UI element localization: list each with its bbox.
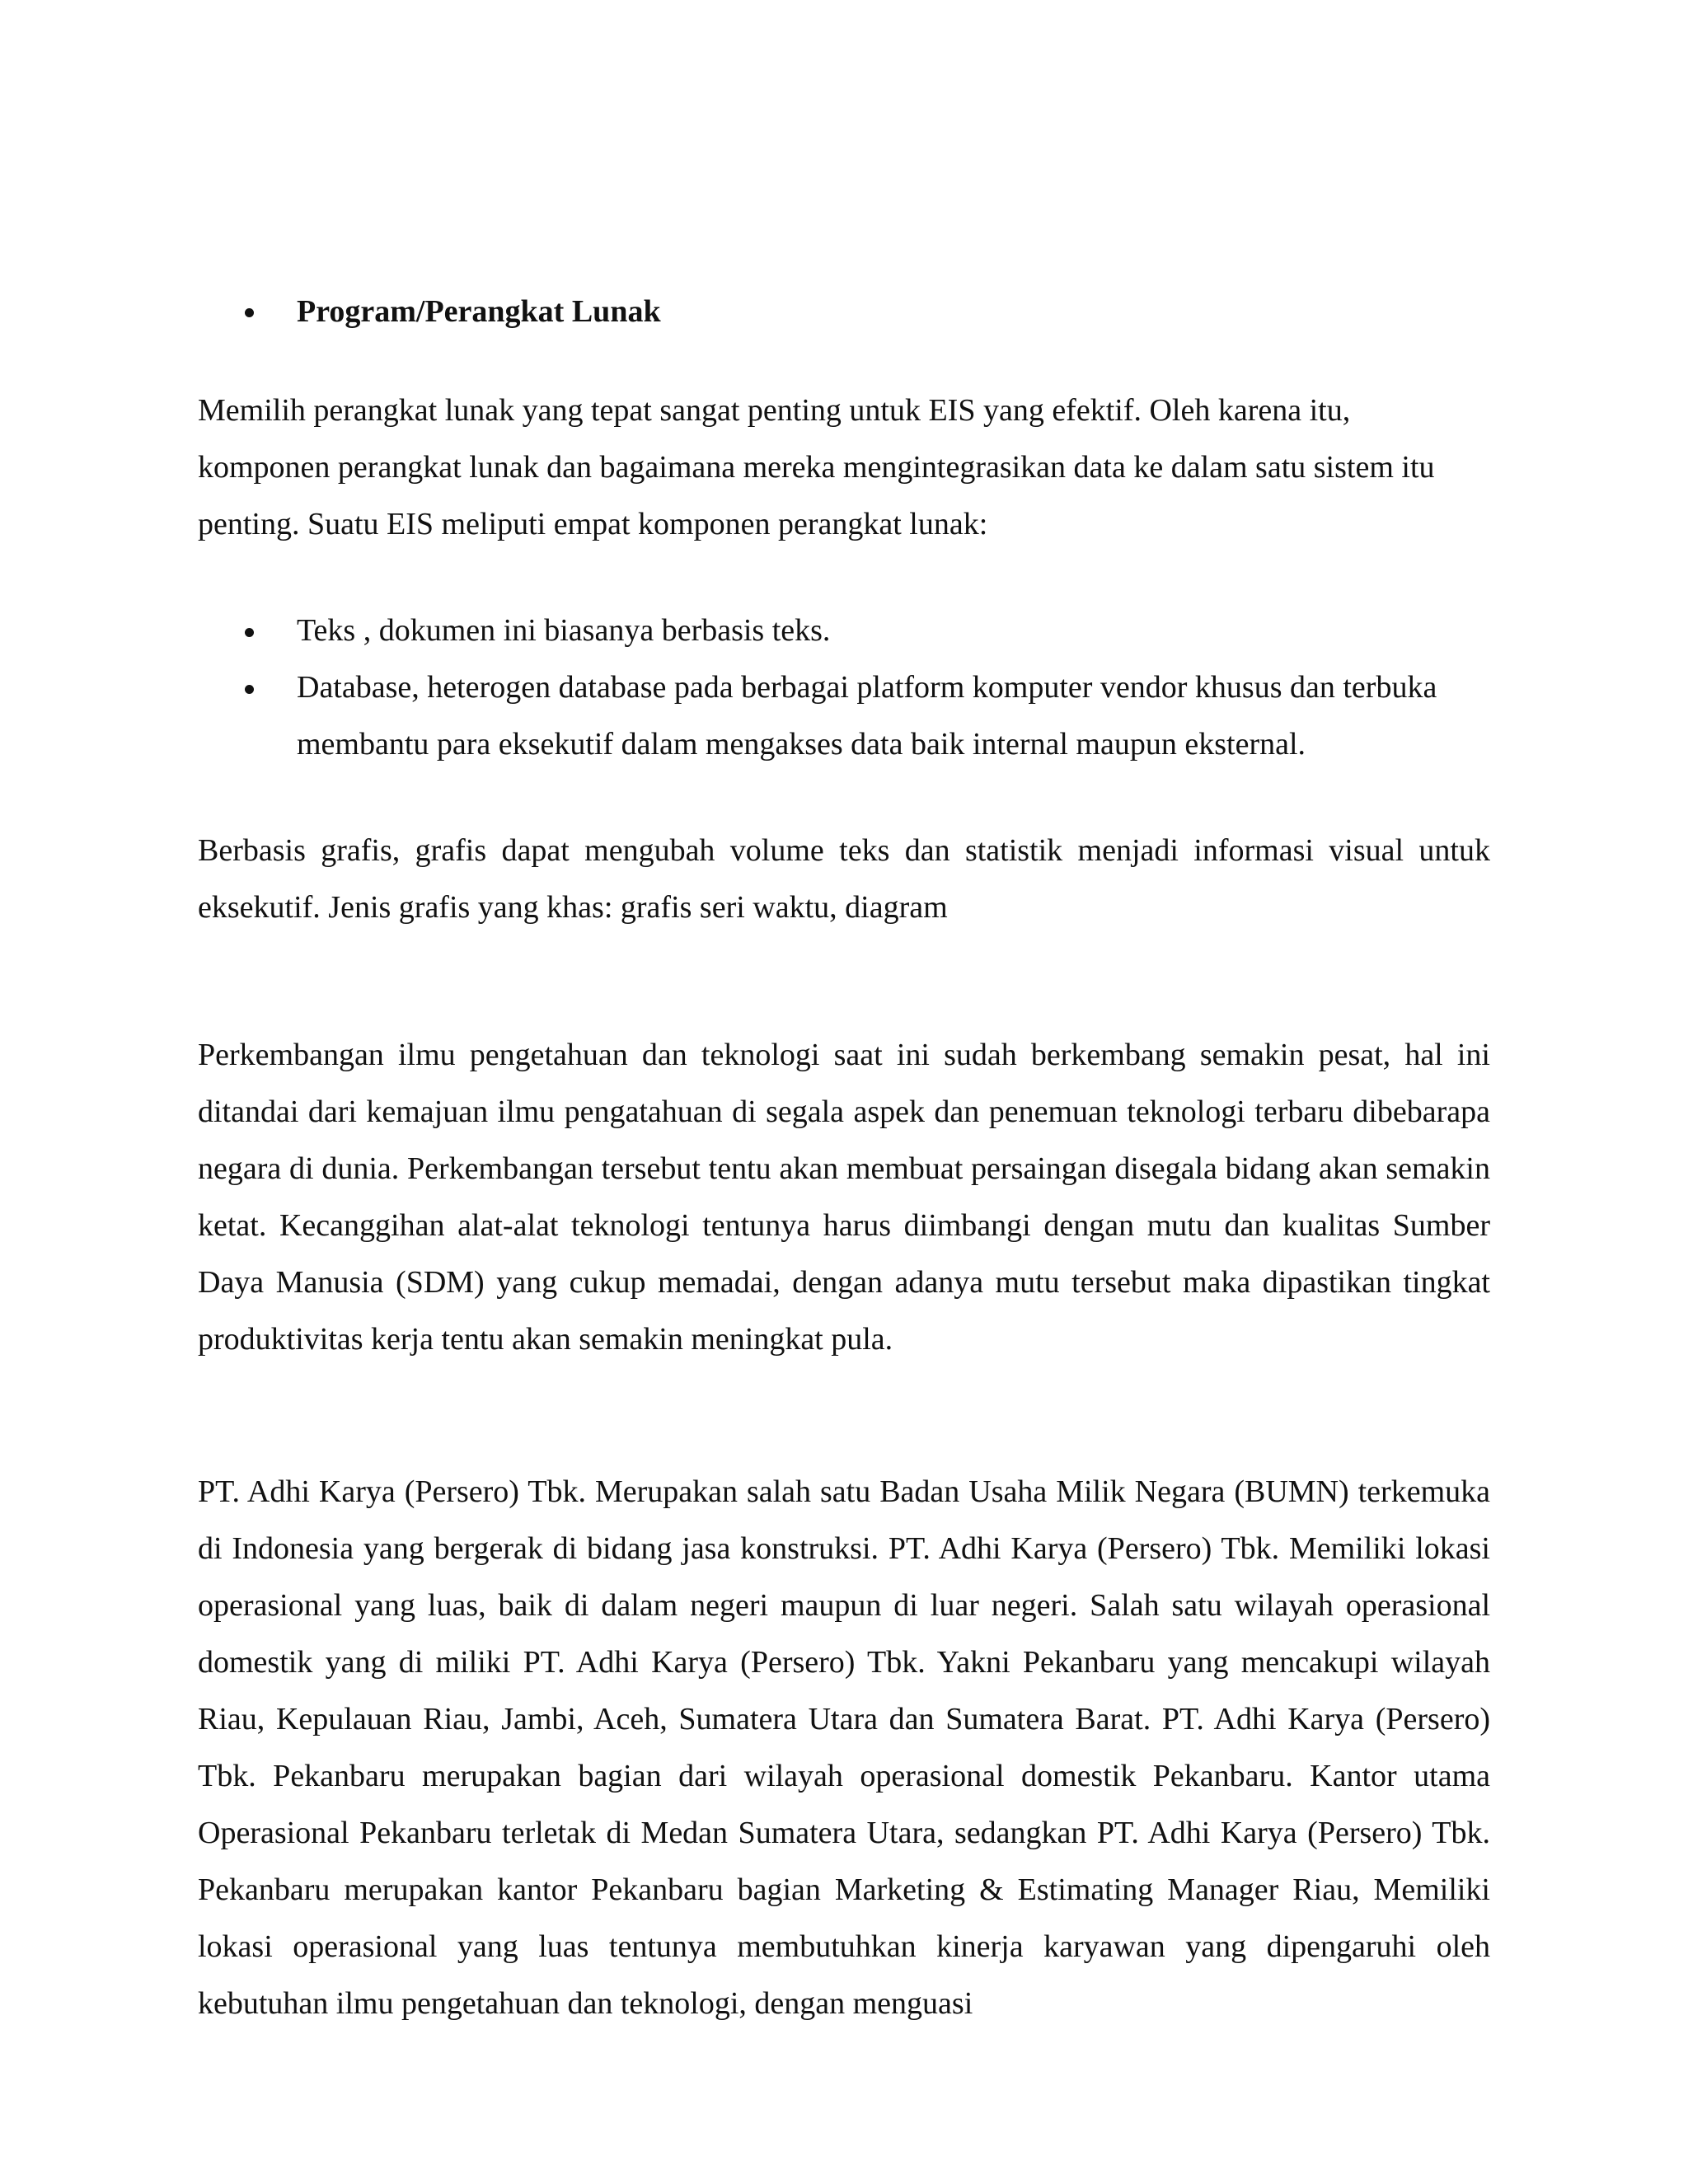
software-component-list [198, 602, 1490, 773]
section-heading-text: Program/Perangkat Lunak [297, 294, 661, 329]
list-item-text: Database, heterogen database pada berbagai platform komputer vendor khusus dan terbuka membantu para eksekutif dalam mengakses data baik internal maupun eksternal. [297, 670, 1437, 762]
graphics-paragraph: Berbasis grafis, grafis dapat mengubah volume teks dan statistik menjadi informasi visual untuk eksekutif. Jenis grafis yang khas: grafis seri waktu, diagram [198, 833, 1490, 925]
list-item-text: Teks , dokumen ini biasanya berbasis teks. [297, 613, 831, 648]
bullet-icon [245, 685, 254, 694]
list-item [198, 659, 1490, 773]
intro-paragraph: Memilih perangkat lunak yang tepat sangat penting untuk EIS yang efektif. Oleh karena itu, komponen perangkat lunak dan bagaimana mereka mengintegrasikan data ke dalam satu sistem itu penting. Suatu EIS meliputi empat komponen perangkat lunak: [198, 393, 1435, 541]
section-heading [198, 290, 1490, 333]
development-paragraph: Perkembangan ilmu pengetahuan dan teknologi saat ini sudah berkembang semakin pesat, hal ini ditandai dari kemajuan ilmu pengatahuan di segala aspek dan penemuan teknologi terbaru dibebarapa negara di dunia. Perkembangan tersebut tentu akan membuat persaingan disegala bidang akan semakin ketat. Kecanggihan alat-alat teknologi tentunya harus diimbangi dengan mutu dan kualitas Sumber Daya Manusia (SDM) yang cukup memadai, dengan adanya mutu tersebut maka dipastikan tingkat produktivitas kerja tentu akan semakin meningkat pula. [198, 1038, 1490, 1357]
company-paragraph: PT. Adhi Karya (Persero) Tbk. Merupakan salah satu Badan Usaha Milik Negara (BUMN) terkemuka di Indonesia yang bergerak di bidang jasa konstruksi. PT. Adhi Karya (Persero) Tbk. Memiliki lokasi operasional yang luas, baik di dalam negeri maupun di luar negeri. Salah satu wilayah operasional domestik yang di miliki PT. Adhi Karya (Persero) Tbk. Yakni Pekanbaru yang mencakupi wilayah Riau, Kepulauan Riau, Jambi, Aceh, Sumatera Utara dan Sumatera Barat. PT. Adhi Karya (Persero) Tbk. Pekanbaru merupakan bagian dari wilayah operasional domestik Pekanbaru. Kantor utama Operasional Pekanbaru terletak di Medan Sumatera Utara, sedangkan PT. Adhi Karya (Persero) Tbk. Pekanbaru merupakan kantor Pekanbaru bagian Marketing & Estimating Manager Riau, Memiliki lokasi operasional yang luas tentunya membutuhkan kinerja karyawan yang dipengaruhi oleh kebutuhan ilmu pengetahuan dan teknologi, dengan menguasi [198, 1474, 1490, 2021]
bullet-icon [245, 308, 254, 317]
bullet-icon [245, 628, 254, 637]
list-item [198, 602, 1490, 659]
document-page [198, 290, 1490, 2032]
